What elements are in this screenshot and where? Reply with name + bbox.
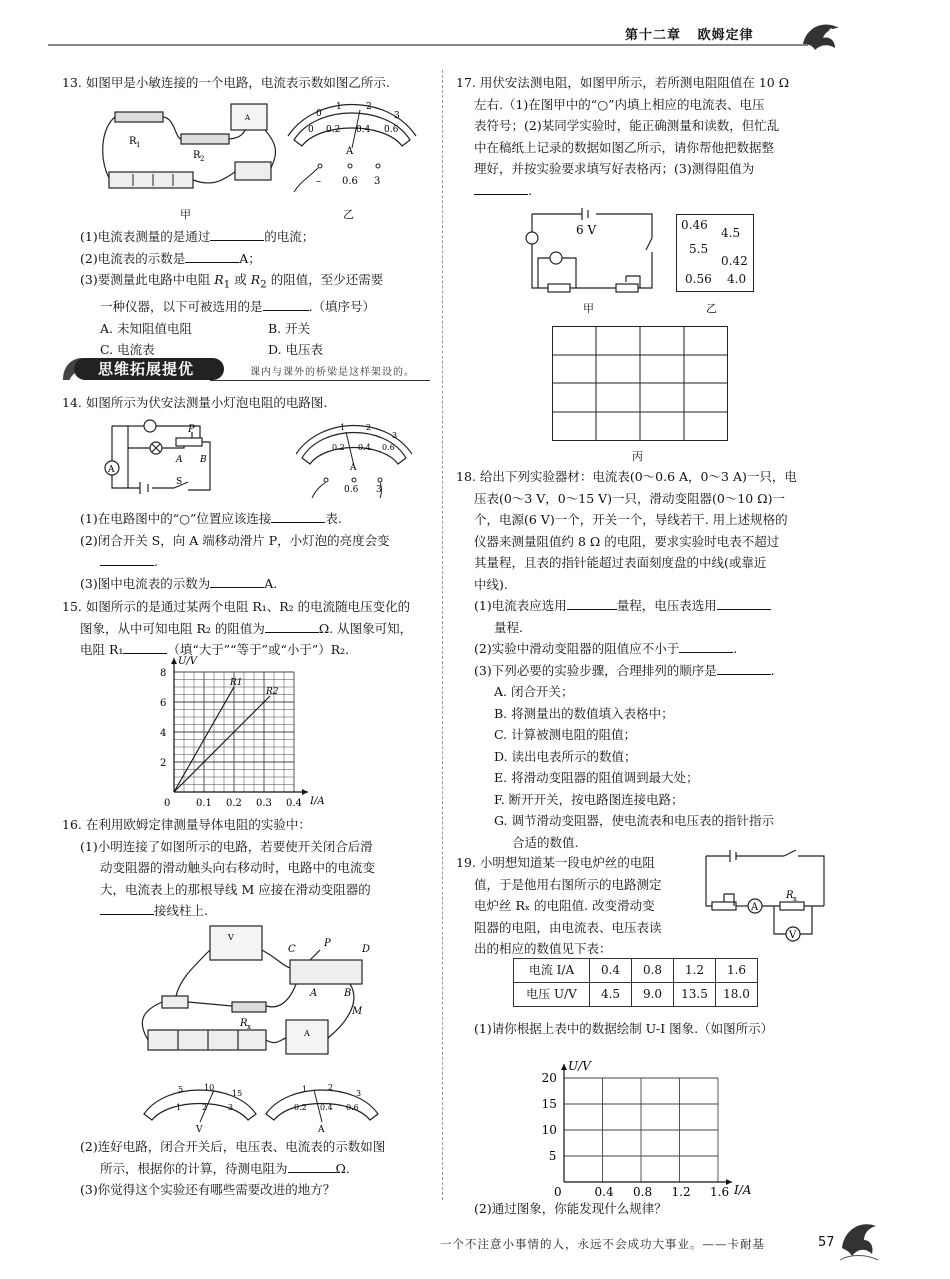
y-tick-label: 10 [541,1123,557,1137]
q18-blank-2[interactable] [717,596,771,610]
q18-p1-text: (1)电流表应选用 [474,598,567,613]
q17-circuit-diagram [516,208,660,306]
q13-option-c: C. 电流表 [100,342,155,357]
question-19 [456,852,706,960]
q13-meter-top-0: 0 [316,109,322,119]
q16-fig-label-c: C [288,944,296,955]
q18-step-f: F. 断开开关，按电路图连接电路； [494,791,684,807]
q18-step-b: B. 将测量出的数值填入表格中； [494,705,674,721]
q17-line3: 表符号；(2)某同学实验时，能正确测量和读数，但忙乱 [474,118,780,133]
q18-line4: 仪器来测量阻值约 8 Ω 的电阻，要求实验时电表不超过 [474,533,780,549]
q16-ammeter-dial [262,1080,382,1134]
q16-vmeter-bottom-1: 1 [176,1103,182,1112]
q13-p3-tail: .（填序号） [308,299,375,314]
q13-fig-yi-caption: 乙 [343,208,354,221]
q18-step-g: G. 调节滑动变阻器，使电流表和电压表的指针指示 [494,813,774,828]
x-axis-label: I/A [310,796,325,807]
q14-meter-unit: A [350,463,357,473]
q18-line5: 其量程，且表的指针能超过表面刻度盘的中线(或靠近 [474,555,767,570]
y-axis-arrow-icon [561,1064,567,1070]
q17-line4: 中在稿纸上记录的数据如图乙所示，请你帮他把数据整 [474,139,775,155]
x-tick-label: 0.8 [633,1185,653,1199]
q16-fig-label-p: P [324,938,331,949]
q14-blank-2[interactable] [100,552,154,566]
q19-line5: 出的相应的数值见下表： [474,941,612,956]
q13-p2-tail: A； [239,250,261,266]
q16-vmeter-top-10: 10 [204,1083,215,1092]
q19-voltage-4: 18.0 [716,983,758,1007]
q14-label-b: B [200,455,207,465]
q17-blank-1[interactable] [474,181,528,195]
q18-line3: 个，电源(6 V)一个，开关一个，导线若干. 用上述规格的 [474,512,788,527]
q13-terminal-06: 0.6 [342,176,358,187]
q16-ameter-top-2: 2 [328,1083,334,1092]
q14-terminal-06: 0.6 [344,485,359,495]
q13-fig-jia-caption: 甲 [180,208,191,221]
q18-step-e: E. 将滑动变阻器的阻值调到最大处； [494,770,699,785]
x-tick-label: 0.2 [226,798,242,809]
q19-line1: 19. 小明想知道某一段电炉丝的电阻 [456,855,655,870]
q14-blank-1[interactable] [271,509,325,523]
q13-p3-line2: 一种仪器，以下可被选用的是 [100,299,263,314]
q14-label-s: S [176,477,183,487]
dolphin-footer-icon [836,1214,880,1264]
q18-p1-mid: 量程，电压表选用 [616,598,717,613]
q19-p2-text: (2)通过图象，你能发现什么规律？ [474,1201,667,1216]
y-tick-label: 8 [160,668,167,679]
q13-meter-top-2: 2 [366,102,372,112]
q13-option-b: B. 开关 [268,320,311,336]
q16-blank-2[interactable] [288,1159,336,1173]
q16-fig-label-rx: R [240,1018,248,1029]
q16-ameter-bottom-04: 0.4 [320,1103,333,1112]
q13-terminal-3: 3 [374,176,381,187]
q19-current-2: 0.8 [632,959,674,983]
q15-line1: 15. 如图所示的是通过某两个电阻 R₁、R₂ 的电流随电压变化的 [62,599,411,614]
series-label-r2: R2 [266,687,279,697]
q18-p3-tail: . [770,662,775,678]
q19-label-rx-sub: x [793,895,797,903]
q16-stem: 16. 在利用欧姆定律测量导体电阻的实验中： [62,817,311,832]
q19-voltage-1: 4.5 [590,983,632,1007]
q18-line2: 压表(0～3 V，0～15 V)一只，滑动变阻器(0～10 Ω)一 [474,490,785,506]
q16-fig-label-d: D [362,944,371,955]
question-14 [62,392,437,414]
q13-blank-1[interactable] [210,227,264,241]
q19-label-rx: R [786,890,794,901]
q14-p2-text: (2)闭合开关 S，向 A 端移动滑片 P，小灯泡的亮度会变 [80,532,390,548]
footer-quote: 一个不注意小事情的人，永远不会成功大事业。——卡耐基 [440,1237,765,1251]
q17-scratch-1: 4.5 [721,226,741,240]
dolphin-logo-icon [795,14,845,62]
q16-ameter-unit: A [318,1125,325,1134]
y-tick-label: 2 [160,758,167,769]
q16-p3-text: (3)你觉得这个实验还有哪些需要改进的地方？ [80,1182,336,1197]
q13-meter-bottom-2: 0.4 [356,125,371,135]
q15-blank-1[interactable] [265,619,319,633]
q18-p1-tail: 量程. [494,619,523,635]
page-number: 57 [818,1235,835,1250]
origin-label: 0 [554,1185,562,1199]
q16-p2-line2: 所示，根据你的计算，待测电阻为 [100,1160,288,1176]
q13-blank-2[interactable] [185,249,239,263]
q19-current-1: 0.4 [590,959,632,983]
q16-ameter-bottom-06: 0.6 [346,1103,359,1112]
q13-meter-bottom-3: 0.6 [384,125,399,135]
q14-p3-tail: A. [264,575,278,591]
q19-voltage-2: 9.0 [632,983,674,1007]
header-rule [48,44,808,46]
q18-blank-4[interactable] [717,661,771,675]
q14-meter-bottom-04: 0.4 [358,443,371,452]
q16-fig-label-rx-sub: x [247,1023,251,1031]
x-tick-label: 0.3 [256,798,272,809]
q14-meter-bottom-02: 0.2 [332,443,345,452]
q17-scratch-3: 0.42 [721,254,748,268]
question-15 [62,596,437,661]
q13-stem: 13. 如图甲是小敏连接的一个电路，电流表示数如图乙所示. [62,75,390,90]
q13-blank-3[interactable] [263,297,309,311]
q17-line5: 理好，并按实验要求填写好表格丙；(3)测得阻值为 [474,161,755,176]
q13-meter-bottom-1: 0.2 [326,125,341,135]
q15-line3b: （填“大于”“等于”或“小于”）R₂. [167,642,350,657]
q13-p3-text: (3)要测量此电路中电阻 [80,272,211,287]
svg-text:A: A [245,114,251,122]
x-tick-label: 0.1 [196,798,212,809]
q13-p3-cont: 的阻值，至少还需要 [270,272,384,287]
y-axis-label: U/V [568,1059,591,1073]
q16-vmeter-bottom-3: 3 [228,1103,234,1112]
q19-current-4: 1.6 [716,959,758,983]
q14-ammeter-figure [296,420,412,500]
question-18 [456,466,836,853]
q17-line2: 左右.（1)在图甲中的“○”内填上相应的电流表、电压 [474,96,765,112]
svg-text:1: 1 [136,141,141,149]
q13-p1-tail: 的电流； [264,229,315,244]
q16-voltmeter-dial [140,1080,260,1134]
question-14-parts: (1)在电路图中的“○”位置应该连接 表. (2)闭合开关 S，向 A 端移动滑片 P，小灯泡的亮度会变 . (3)图中电流表的示数为 A. [62,508,437,594]
q19-row1-head: 电流 I/A [514,959,590,983]
q16-blank-1[interactable] [100,901,154,915]
q19-ammeter-label: A [751,902,759,913]
banner-underline [210,380,430,381]
q17-tail: . [528,182,532,198]
q17-fig-bing-caption: 丙 [632,450,643,463]
chapter-title: 欧姆定律 [697,28,754,43]
q13-p2-text: (2)电流表的示数是 [80,250,186,266]
svg-text:2: 2 [200,155,205,163]
question-19-part2 [456,1198,836,1220]
q17-fig-jia-caption: 甲 [583,302,594,315]
q16-fig-ammeter-label: A [304,1029,310,1038]
q16-ameter-top-1: 1 [302,1085,308,1094]
column-divider [442,70,443,1200]
q16-p1-line1: (1)小明连接了如图所示的电路，若要使开关闭合后滑 [80,838,373,854]
q16-fig-label-b: B [344,988,352,999]
question-19-part1 [456,1018,836,1040]
q14-p3-text: (3)图中电流表的示数为 [80,575,211,591]
q17-fig-yi-caption: 乙 [706,302,717,315]
q17-scratch-paper [676,214,754,292]
x-axis-label: I/A [734,1183,752,1197]
question-13-parts: (1)电流表测量的是通过 的电流； (2)电流表的示数是 A； (3)要测量此电路中电阻 $R_1$ 或 $R_2$ 的阻值，至少还需要 一种仪器，以下可被选用的是 .（填序号） A. 未知阻值电阻 B. 开关 C. 电流表 D. 电压表 [62,226,437,361]
q13-ammeter-figure [286,98,418,198]
q17-scratch-4: 0.56 [685,272,712,286]
q16-p1-line2: 动变阻器的滑动触头向右移动时，电路中的电流变 [100,860,376,875]
q16-vmeter-unit: V [196,1125,203,1134]
question-13 [62,72,437,94]
q16-p2-line1: (2)连好电路，闭合开关后，电压表、电流表的示数如图 [80,1139,386,1154]
q13-option-a: A. 未知阻值电阻 [100,320,192,336]
q13-p1-text: (1)电流表测量的是通过 [80,229,211,244]
q16-p1-line3: 大，电流表上的那根导线 M 应接在滑动变阻器的 [100,881,371,897]
q15-line2b: Ω. 从图象可知， [318,620,413,636]
q13-option-d: D. 电压表 [268,342,324,357]
q13-circuit-figure [95,98,285,200]
q14-circuit-diagram [96,418,220,502]
series-label-r1: R1 [230,678,243,688]
series-line-r2 [174,696,270,792]
q19-voltmeter-label: V [789,930,797,941]
q19-voltage-3: 13.5 [674,983,716,1007]
q16-fig-voltmeter-label: V [228,933,234,942]
x-tick-label: 0.4 [286,798,302,809]
q13-terminal-neg: – [316,176,321,187]
q13-meter-unit: A [346,146,354,157]
q16-ameter-bottom-02: 0.2 [294,1103,307,1112]
y-tick-label: 5 [548,1149,557,1163]
q14-p1-text: (1)在电路图中的“○”位置应该连接 [80,511,272,526]
q18-step-c: C. 计算被测电阻的阻值； [494,727,637,742]
q14-blank-3[interactable] [210,574,264,588]
q18-step-d: D. 读出电表所示的数值； [494,748,637,764]
q16-ameter-top-3: 3 [356,1089,362,1098]
q15-blank-2[interactable] [123,640,167,654]
q13-meter-top-3: 3 [394,111,400,121]
q17-scratch-5: 4.0 [727,272,747,286]
q14-label-p: P [188,424,195,435]
x-tick-label: 1.2 [671,1185,691,1199]
y-axis-label: U/V [178,656,198,667]
q17-line1: 17. 用伏安法测电阻，如图甲所示，若所测电阻阻值在 10 Ω [456,75,790,90]
q13-meter-top-1: 1 [336,102,342,112]
q17-blank-table [552,326,728,442]
q19-row2-head: 电压 U/V [514,983,590,1007]
q15-line3a: 电阻 R₁ [80,642,124,657]
q18-step-g-cont: 合适的数值. [512,834,579,850]
q18-blank-1[interactable] [567,596,617,610]
q16-vmeter-top-15: 15 [232,1089,243,1098]
q14-stem: 14. 如图所示为伏安法测量小灯泡电阻的电路图. [62,395,328,410]
q15-ui-chart [150,654,340,810]
q17-scratch-2: 5.5 [689,242,709,256]
q16-vmeter-top-5: 5 [178,1085,184,1094]
q18-step-a: A. 闭合开关； [494,684,574,699]
q16-p2-tail: Ω. [335,1160,350,1176]
banner-title: 思维拓展提优 [74,358,224,380]
q18-p2-tail: . [733,641,738,656]
x-axis-arrow-icon [302,789,308,795]
y-tick-label: 20 [541,1071,557,1085]
table-row [514,959,758,983]
q13-meter-bottom-0: 0 [308,125,314,135]
y-axis-arrow-icon [171,658,177,664]
q19-circuit-diagram [700,850,830,946]
q18-line1: 18. 给出下列实验器材：电流表(0～0.6 A，0～3 A)一只，电 [456,469,797,484]
question-16 [62,814,437,922]
q19-current-3: 1.2 [674,959,716,983]
q19-ui-chart [530,1040,770,1204]
q16-circuit-figure [140,920,380,1080]
q14-label-a: A [176,455,183,465]
q14-terminal-3: 3 [376,485,382,495]
q17-battery-label: 6 V [576,223,597,237]
q14-meter-top-2: 2 [366,423,372,432]
x-tick-label: 0.4 [594,1185,614,1199]
q14-p1-tail: 表. [325,511,342,526]
origin-label: 0 [164,798,171,809]
q17-scratch-0: 0.46 [681,218,708,232]
x-tick-label: 1.6 [710,1185,730,1199]
chapter-number: 第十二章 [625,28,682,43]
q18-line6: 中线). [474,576,508,592]
q18-p2-text: (2)实验中滑动变阻器的阻值应不小于 [474,641,680,656]
q16-fig-label-a: A [310,988,318,999]
q15-line2a: 图象，从中可知电阻 R₂ 的阻值为 [80,620,265,636]
banner-subtitle: 课内与课外的桥梁是这样架设的。 [250,367,415,378]
q14-ammeter-label: A [108,465,115,475]
q19-line4: 阻器的电阻，由电流表、电压表读 [474,919,662,935]
svg-text:R: R [193,150,201,161]
q19-line3: 电炉丝 Rₓ 的电阻值. 改变滑动变 [474,898,655,913]
q19-data-table [513,958,758,1007]
q14-meter-bottom-06: 0.6 [382,443,395,452]
table-row [514,983,758,1007]
q18-p3-text: (3)下列必要的实验步骤，合理排列的顺序是 [474,662,717,678]
y-tick-label: 15 [541,1097,557,1111]
q14-meter-top-3: 3 [392,431,398,440]
section-banner [60,356,430,384]
question-16-parts [62,1136,437,1201]
q13-p3-or: 或 [234,272,247,287]
q16-fig-label-m: M [352,1006,363,1017]
question-17 [456,72,836,201]
q18-blank-3[interactable] [679,639,733,653]
y-tick-label: 4 [160,728,167,739]
q14-meter-top-1: 1 [340,423,346,432]
q19-line2: 值，于是他用右图所示的电路测定 [474,876,662,892]
y-tick-label: 6 [160,698,167,709]
q19-p1-text: (1)请你根据上表中的数据绘制 U-I 图象.（如图所示） [474,1021,774,1036]
q16-vmeter-bottom-2: 2 [202,1103,208,1112]
q16-p1-tail: 接线柱上. [154,903,208,918]
svg-text:R: R [129,136,137,147]
